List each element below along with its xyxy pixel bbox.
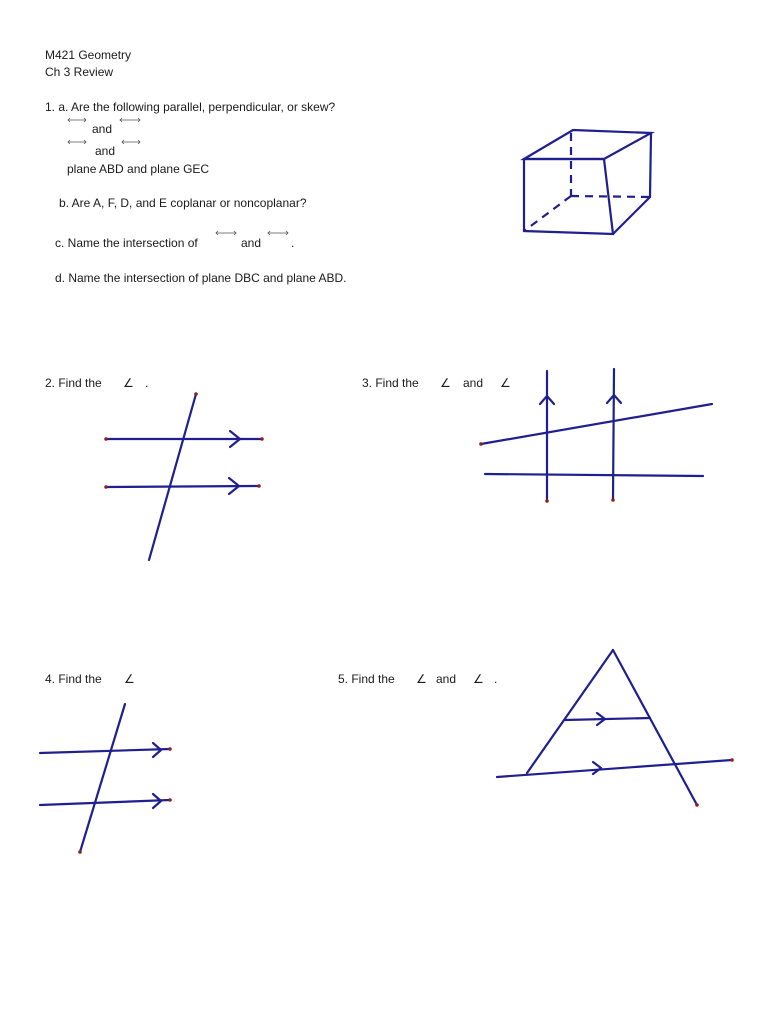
q2-prompt: 2. Find the [45, 376, 102, 390]
q3-and: and [463, 376, 484, 390]
q3-prompt: 3. Find the [362, 376, 419, 390]
q2-point [260, 437, 264, 441]
q2-point [194, 392, 198, 396]
cube-hidden-depth-edge [524, 196, 571, 231]
q4-figure [40, 704, 172, 854]
q1a-prompt: 1. a. Are the following parallel, perpendicular, or skew? [45, 100, 336, 114]
q2-angle-symbol: ∠ [123, 376, 134, 390]
q4-parallel-line-top [40, 749, 170, 753]
q5-inner-parallel-line [565, 718, 650, 720]
cube-figure [524, 130, 651, 234]
q5-angle-symbol-1: ∠ [416, 672, 427, 686]
q3-horizontal-line [485, 474, 703, 476]
q3-point [479, 442, 483, 446]
q4-angle-symbol: ∠ [124, 672, 135, 686]
q4-point [168, 798, 172, 802]
q3-angle-symbol-2: ∠ [500, 376, 511, 390]
q2-parallel-line-bottom [106, 486, 259, 487]
q1a-planes: plane ABD and plane GEC [67, 162, 210, 176]
q3-slanted-line [481, 404, 712, 444]
cube-hidden-horizontal-edge [571, 196, 650, 197]
q2-point [104, 437, 108, 441]
q5-base-line [497, 760, 732, 777]
q4-prompt: 4. Find the [45, 672, 102, 686]
q3-point [545, 499, 549, 503]
course-title: M421 Geometry [45, 48, 132, 62]
q5-end: . [494, 672, 498, 686]
q3-vertical-line-right [613, 369, 614, 500]
q5-point [695, 803, 699, 807]
q1c-end: . [291, 236, 295, 250]
q1b-prompt: b. Are A, F, D, and E coplanar or noncoplanar? [59, 196, 307, 210]
q5-parallel-arrow-base [593, 762, 601, 774]
q5-and: and [436, 672, 457, 686]
q2-transversal [149, 394, 196, 560]
cube-right-face [613, 133, 651, 234]
q1c-prompt: c. Name the intersection of [55, 236, 198, 250]
q5-prompt: 5. Find the [338, 672, 395, 686]
q4-point [78, 850, 82, 854]
q2-point [257, 484, 261, 488]
q4-point [168, 747, 172, 751]
q5-angle-symbol-2: ∠ [473, 672, 484, 686]
q5-triangle-left-side [527, 650, 613, 773]
q3-figure [479, 369, 712, 503]
q5-figure [497, 650, 734, 807]
q3-angle-symbol-1: ∠ [440, 376, 451, 390]
q5-point [730, 758, 734, 762]
unit-title: Ch 3 Review [45, 65, 114, 79]
q2-point [104, 485, 108, 489]
q1a-pair1-and: and [92, 122, 113, 136]
q1d-prompt: d. Name the intersection of plane DBC and plane ABD. [55, 271, 347, 285]
q1a-pair2-and: and [95, 144, 116, 158]
q3-point [611, 498, 615, 502]
q1c-and: and [241, 236, 262, 250]
q2-figure [104, 392, 264, 560]
cube-top-face [524, 130, 651, 159]
q4-parallel-line-bottom [40, 800, 170, 805]
q5-triangle-right-side [613, 650, 697, 805]
q2-end: . [145, 376, 149, 390]
q4-transversal [80, 704, 125, 852]
